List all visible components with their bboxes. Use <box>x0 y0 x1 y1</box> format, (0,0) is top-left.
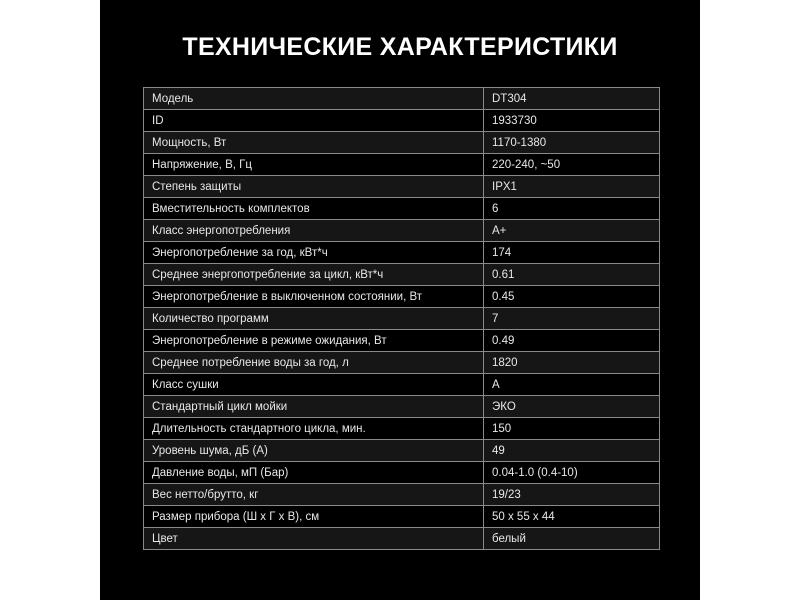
table-row <box>144 528 660 550</box>
spec-value: 0.45 <box>484 286 660 308</box>
spec-label: Цвет <box>144 528 484 550</box>
page-title: ТЕХНИЧЕСКИЕ ХАРАКТЕРИСТИКИ <box>182 33 618 61</box>
spec-table-body <box>144 88 660 550</box>
spec-value: 50 x 55 x 44 <box>484 506 660 528</box>
table-row <box>144 88 660 110</box>
table-row <box>144 176 660 198</box>
spec-value: 0.49 <box>484 330 660 352</box>
spec-value: 174 <box>484 242 660 264</box>
table-row <box>144 418 660 440</box>
spec-label: Энергопотребление в выключенном состоянии, Вт <box>144 286 484 308</box>
spec-value: 0.04-1.0 (0.4-10) <box>484 462 660 484</box>
table-row <box>144 286 660 308</box>
spec-panel <box>100 0 700 600</box>
spec-label: Мощность, Вт <box>144 132 484 154</box>
spec-value: 1933730 <box>484 110 660 132</box>
table-row <box>144 220 660 242</box>
spec-value: A <box>484 374 660 396</box>
spec-label: Давление воды, мП (Бар) <box>144 462 484 484</box>
spec-label: Среднее потребление воды за год, л <box>144 352 484 374</box>
spec-value: 49 <box>484 440 660 462</box>
spec-value: 1820 <box>484 352 660 374</box>
table-row <box>144 264 660 286</box>
table-row <box>144 132 660 154</box>
table-row <box>144 198 660 220</box>
table-row <box>144 242 660 264</box>
spec-label: Энергопотребление в режиме ожидания, Вт <box>144 330 484 352</box>
spec-label: Длительность стандартного цикла, мин. <box>144 418 484 440</box>
table-row <box>144 110 660 132</box>
spec-label: Вес нетто/брутто, кг <box>144 484 484 506</box>
spec-label: Модель <box>144 88 484 110</box>
spec-value: IPX1 <box>484 176 660 198</box>
table-row <box>144 462 660 484</box>
spec-value: 0.61 <box>484 264 660 286</box>
spec-value: DT304 <box>484 88 660 110</box>
spec-label: Класс сушки <box>144 374 484 396</box>
spec-label: Степень защиты <box>144 176 484 198</box>
spec-value: белый <box>484 528 660 550</box>
spec-value: A+ <box>484 220 660 242</box>
table-row <box>144 352 660 374</box>
spec-label: Среднее энергопотребление за цикл, кВт*ч <box>144 264 484 286</box>
table-row <box>144 484 660 506</box>
spec-value: 19/23 <box>484 484 660 506</box>
spec-label: ID <box>144 110 484 132</box>
table-row <box>144 308 660 330</box>
spec-label: Вместительность комплектов <box>144 198 484 220</box>
spec-label: Класс энергопотребления <box>144 220 484 242</box>
spec-label: Стандартный цикл мойки <box>144 396 484 418</box>
spec-value: 220-240, ~50 <box>484 154 660 176</box>
spec-label: Напряжение, В, Гц <box>144 154 484 176</box>
spec-value: ЭКО <box>484 396 660 418</box>
spec-label: Количество программ <box>144 308 484 330</box>
spec-table <box>143 87 660 550</box>
spec-label: Уровень шума, дБ (А) <box>144 440 484 462</box>
spec-value: 6 <box>484 198 660 220</box>
table-row <box>144 396 660 418</box>
table-row <box>144 440 660 462</box>
spec-label: Энергопотребление за год, кВт*ч <box>144 242 484 264</box>
spec-value: 150 <box>484 418 660 440</box>
spec-label: Размер прибора (Ш х Г х В), см <box>144 506 484 528</box>
spec-value: 1170-1380 <box>484 132 660 154</box>
table-row <box>144 154 660 176</box>
table-row <box>144 374 660 396</box>
spec-value: 7 <box>484 308 660 330</box>
table-row <box>144 330 660 352</box>
table-row <box>144 506 660 528</box>
